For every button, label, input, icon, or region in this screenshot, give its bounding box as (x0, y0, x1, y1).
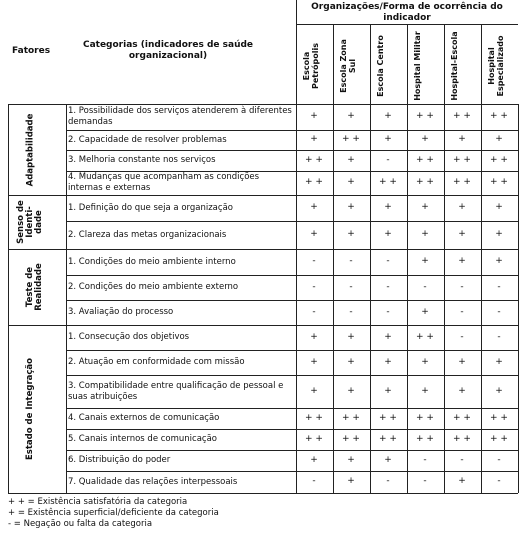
column-divider (481, 24, 482, 104)
indicator-value: + (421, 229, 429, 239)
column-divider (333, 24, 334, 104)
indicator-value: + (384, 331, 392, 342)
indicator-value: + + (342, 412, 360, 423)
indicator-value: + + (305, 412, 323, 423)
header-bottom-divider (8, 104, 518, 105)
group-divider (8, 493, 518, 494)
indicator-value: + (458, 134, 466, 144)
indicator-value: - (423, 281, 427, 292)
indicator-value: - (460, 454, 464, 465)
indicator-value: + + (453, 177, 471, 187)
indicator-value: + (347, 202, 355, 212)
row-divider (66, 350, 518, 351)
indicator-value: - (423, 476, 427, 486)
org-header: Hospital Militar (413, 31, 422, 101)
indicator-value: + (384, 385, 392, 396)
row-divider (66, 450, 518, 451)
column-divider (370, 24, 371, 104)
row-divider (66, 171, 518, 172)
column-divider (518, 104, 519, 493)
indicator-value: - (386, 306, 390, 317)
indicator-value: + (458, 476, 466, 486)
category-label: 1. Consecução dos objetivos (68, 332, 190, 342)
indicator-value: + (421, 134, 429, 144)
category-label: 3. Compatibilidade entre qualificação de pessoal e suas atribuições (68, 380, 284, 402)
indicator-value: + (495, 134, 503, 144)
category-label: 1. Condições do meio ambiente interno (68, 256, 236, 267)
column-divider (296, 104, 297, 493)
category-label: 3. Avaliação do processo (68, 307, 174, 317)
indicator-value: - (312, 476, 316, 486)
indicator-value: - (497, 306, 501, 317)
indicator-value: + + (305, 433, 323, 444)
indicator-value: + (421, 385, 429, 396)
category-label: 5. Canais internos de comunicação (68, 434, 217, 444)
categories-header: Categorias (indicadores de saúde organizacional) (82, 40, 254, 61)
column-divider (444, 104, 445, 493)
indicator-value: - (349, 256, 353, 266)
column-divider (444, 24, 445, 104)
indicator-value: + + (342, 134, 360, 144)
row-divider (66, 300, 518, 301)
indicator-value: + (384, 202, 392, 212)
row-divider (66, 429, 518, 430)
column-divider (407, 104, 408, 493)
factors-header: Fatores (12, 46, 51, 56)
indicator-value: + + (416, 331, 434, 342)
indicator-value: + (458, 385, 466, 396)
indicator-value: + + (305, 177, 323, 187)
row-divider (66, 150, 518, 151)
indicator-value: + + (490, 154, 508, 165)
indicator-value: + (495, 385, 503, 396)
indicator-value: - (386, 281, 390, 292)
factor-label: Estado de Integração (25, 357, 35, 461)
indicator-value: + (347, 356, 355, 367)
indicator-value: + + (490, 177, 508, 187)
category-label: 6. Distribuição do poder (68, 455, 171, 465)
factor-label: Adaptabilidade (25, 113, 35, 186)
org-header: Escola Zona Sul (339, 39, 357, 93)
category-label: 3. Melhoria constante nos serviços (68, 155, 216, 165)
indicator-value: + + (342, 433, 360, 444)
category-label: 1. Definição do que seja a organização (68, 202, 233, 213)
org-header: Escola Centro (376, 35, 385, 97)
indicator-value: + + (453, 412, 471, 423)
indicator-value: + (421, 202, 429, 212)
group-divider (8, 249, 518, 250)
indicator-value: + + (305, 154, 323, 165)
indicator-value: + (347, 385, 355, 396)
indicator-value: + (458, 256, 466, 266)
indicator-value: + (310, 356, 318, 367)
row-divider (66, 375, 518, 376)
indicator-value: + (495, 256, 503, 266)
table-left-border (8, 104, 9, 493)
indicator-value: + (421, 356, 429, 367)
indicator-value: - (497, 281, 501, 292)
indicator-value: + (458, 229, 466, 239)
indicator-value: - (497, 476, 501, 486)
indicator-value: + + (379, 412, 397, 423)
category-label: 1. Possibilidade dos serviços atenderem à diferentes demandas (68, 106, 292, 127)
category-label: 4. Canais externos de comunicação (68, 413, 220, 423)
row-divider (66, 221, 518, 222)
indicator-table (8, 0, 518, 494)
indicator-value: + (310, 202, 318, 212)
indicator-value: + (421, 306, 429, 317)
indicator-value: + (310, 111, 318, 121)
indicator-value: + (310, 454, 318, 465)
category-label: 2. Clareza das metas organizacionais (68, 229, 227, 240)
indicator-value: + + (416, 177, 434, 187)
group-divider (8, 195, 518, 196)
indicator-value: + + (453, 154, 471, 165)
indicator-value: + (347, 331, 355, 342)
indicator-value: + (347, 177, 355, 187)
indicator-value: + + (416, 433, 434, 444)
factor-label: Teste de Realidade (25, 263, 44, 311)
indicator-value: - (386, 476, 390, 486)
column-divider (481, 104, 482, 493)
indicator-value: + (421, 256, 429, 266)
organizations-header: Organizações/Forma de ocorrência do indicador (311, 2, 503, 23)
category-label: 2. Capacidade de resolver problemas (68, 134, 227, 145)
row-divider (66, 275, 518, 276)
indicator-value: - (349, 306, 353, 317)
category-label: 2. Condições do meio ambiente externo (68, 282, 239, 292)
legend-item: + + = Existência satisfatória da categoria (8, 497, 188, 507)
indicator-value: - (460, 331, 464, 342)
indicator-value: - (349, 281, 353, 292)
column-divider (66, 104, 67, 493)
indicator-value: + (495, 356, 503, 367)
indicator-value: + (347, 476, 355, 486)
indicator-value: + (310, 134, 318, 144)
indicator-value: - (312, 306, 316, 317)
indicator-value: + + (416, 154, 434, 165)
indicator-value: + + (453, 433, 471, 444)
indicator-value: + (458, 202, 466, 212)
indicator-value: + (310, 331, 318, 342)
indicator-value: + + (490, 111, 508, 121)
indicator-value: - (386, 154, 390, 165)
category-label: 4. Mudanças que acompanham as condições internas e externas (68, 172, 260, 193)
indicator-value: + (310, 385, 318, 396)
legend-item: + = Existência superficial/deficiente da categoria (8, 508, 219, 518)
column-divider (370, 104, 371, 493)
indicator-value: + (495, 202, 503, 212)
indicator-value: + (384, 134, 392, 144)
org-header: Escola Petrópolis (302, 42, 320, 90)
column-divider (333, 104, 334, 493)
indicator-value: - (460, 306, 464, 317)
indicator-value: + (310, 229, 318, 239)
indicator-value: + (347, 111, 355, 121)
indicator-value: + + (490, 412, 508, 423)
org-header: Hospital-Escola (450, 31, 459, 101)
indicator-value: - (386, 256, 390, 266)
indicator-value: - (312, 256, 316, 266)
factor-label: Senso de Identi-dade (16, 200, 44, 244)
org-header: Hospital Especializado (487, 35, 505, 97)
indicator-value: - (423, 454, 427, 465)
indicator-value: + + (379, 433, 397, 444)
indicator-value: + + (453, 111, 471, 121)
org-region-border (296, 0, 297, 104)
indicator-value: - (460, 281, 464, 292)
indicator-value: + + (416, 111, 434, 121)
category-label: 2. Atuação em conformidade com missão (68, 357, 245, 367)
indicator-value: + + (416, 412, 434, 423)
indicator-value: + (384, 454, 392, 465)
indicator-value: - (312, 281, 316, 292)
group-divider (8, 325, 518, 326)
indicator-value: - (497, 454, 501, 465)
indicator-value: + (495, 229, 503, 239)
legend-item: - = Negação ou falta da categoria (8, 519, 153, 529)
row-divider (66, 408, 518, 409)
column-divider (407, 24, 408, 104)
indicator-value: - (497, 331, 501, 342)
row-divider (66, 471, 518, 472)
indicator-value: + (384, 356, 392, 367)
indicator-value: + + (490, 433, 508, 444)
indicator-value: + + (379, 177, 397, 187)
indicator-value: + (347, 454, 355, 465)
indicator-value: + (458, 356, 466, 367)
row-divider (66, 130, 518, 131)
indicator-value: + (347, 154, 355, 165)
indicator-value: + (384, 229, 392, 239)
indicator-value: + (384, 111, 392, 121)
indicator-value: + (347, 229, 355, 239)
category-label: 7. Qualidade das relações interpessoais (68, 476, 238, 487)
